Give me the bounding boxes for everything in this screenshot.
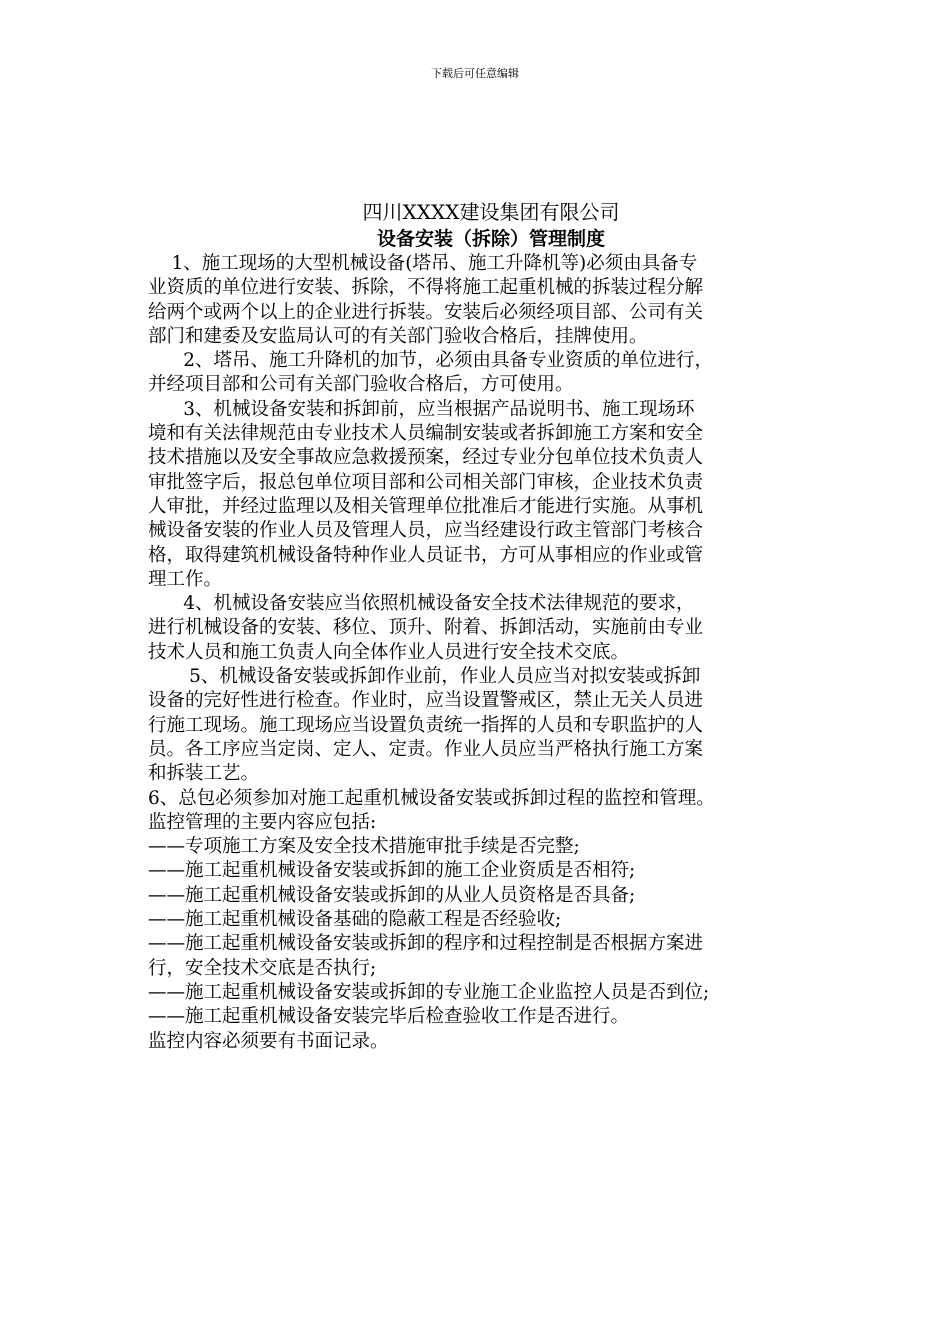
document-title: 设备安装（拆除）管理制度 xyxy=(376,228,605,250)
text-line: 技术措施以及安全事故应急救援预案，经过专业分包单位技术负责人 xyxy=(148,447,704,469)
text-line: ——施工起重机械设备安装完毕后检查验收工作是否进行。 xyxy=(148,1006,630,1028)
text-line: 械设备安装的作业人员及管理人员，应当经建设行政主管部门考核合 xyxy=(148,520,704,542)
text-line: 员。各工序应当定岗、定人、定责。作业人员应当严格执行施工方案 xyxy=(148,738,704,760)
text-line: 6、总包必须参加对施工起重机械设备安装或拆卸过程的监控和管理。 xyxy=(148,787,715,809)
text-line: 监控管理的主要内容应包括: xyxy=(148,811,377,833)
text-line: 4、机械设备安装应当依照机械设备安全技术法律规范的要求， xyxy=(148,593,695,615)
text-line: 行，安全技术交底是否执行; xyxy=(148,957,377,979)
document-body xyxy=(148,198,834,1054)
text-line: 审批签字后，报总包单位项目部和公司相关部门审核，企业技术负责 xyxy=(148,471,704,493)
text-line: 5、机械设备安装或拆卸作业前，作业人员应当对拟安装或拆卸 xyxy=(148,666,701,688)
text-line: 给两个或两个以上的企业进行拆装。安装后必须经项目部、公司有关 xyxy=(148,301,704,323)
text-line: 人审批，并经过监理以及相关管理单位批准后才能进行实施。从事机 xyxy=(148,495,704,517)
text-line: 格，取得建筑机械设备特种作业人员证书，方可从事相应的作业或管 xyxy=(148,544,704,566)
text-line: 1、施工现场的大型机械设备(塔吊、施工升降机等)必须由具备专 xyxy=(148,253,698,274)
text-line: 2、塔吊、施工升降机的加节，必须由具备专业资质的单位进行， xyxy=(148,350,714,372)
text-line: 境和有关法律规范由专业技术人员编制安装或者拆卸施工方案和安全 xyxy=(148,423,704,445)
text-line: 监控内容必须要有书面记录。 xyxy=(148,1030,389,1052)
text-line: ——施工起重机械设备基础的隐蔽工程是否经验收; xyxy=(148,909,562,931)
text-line: 进行机械设备的安装、移位、顶升、附着、拆卸活动，实施前由专业 xyxy=(148,617,704,639)
text-line: ——施工起重机械设备安装或拆卸的从业人员资格是否具备; xyxy=(148,884,636,906)
text-line: 并经项目部和公司有关部门验收合格后，方可使用。 xyxy=(148,374,574,396)
text-line: 设备的完好性进行检查。作业时，应当设置警戒区，禁止无关人员进 xyxy=(148,690,704,712)
text-line: 3、机械设备安装和拆卸前，应当根据产品说明书、施工现场环 xyxy=(148,398,695,420)
document-text xyxy=(148,252,834,1054)
text-line: 部门和建委及安监局认可的有关部门验收合格后，挂牌使用。 xyxy=(148,325,648,347)
text-line: ——施工起重机械设备安装或拆卸的程序和过程控制是否根据方案进 xyxy=(148,933,704,955)
text-line: 技术人员和施工负责人向全体作业人员进行安全技术交底。 xyxy=(148,641,630,663)
company-name: 四川XXXX建设集团有限公司 xyxy=(362,200,620,224)
text-line: ——施工起重机械设备安装或拆卸的施工企业资质是否相符; xyxy=(148,860,636,882)
text-line: ——专项施工方案及安全技术措施审批手续是否完整; xyxy=(148,836,580,858)
text-line: 行施工现场。施工现场应当设置负责统一指挥的人员和专职监护的人 xyxy=(148,714,704,736)
header-note: 下载后可任意编辑 xyxy=(431,67,519,80)
text-line: 理工作。 xyxy=(148,568,223,590)
text-line: ——施工起重机械设备安装或拆卸的专业施工企业监控人员是否到位; xyxy=(148,981,710,1003)
text-line: 业资质的单位进行安装、拆除，不得将施工起重机械的拆装过程分解 xyxy=(148,277,704,299)
text-line: 和拆装工艺。 xyxy=(148,763,260,785)
